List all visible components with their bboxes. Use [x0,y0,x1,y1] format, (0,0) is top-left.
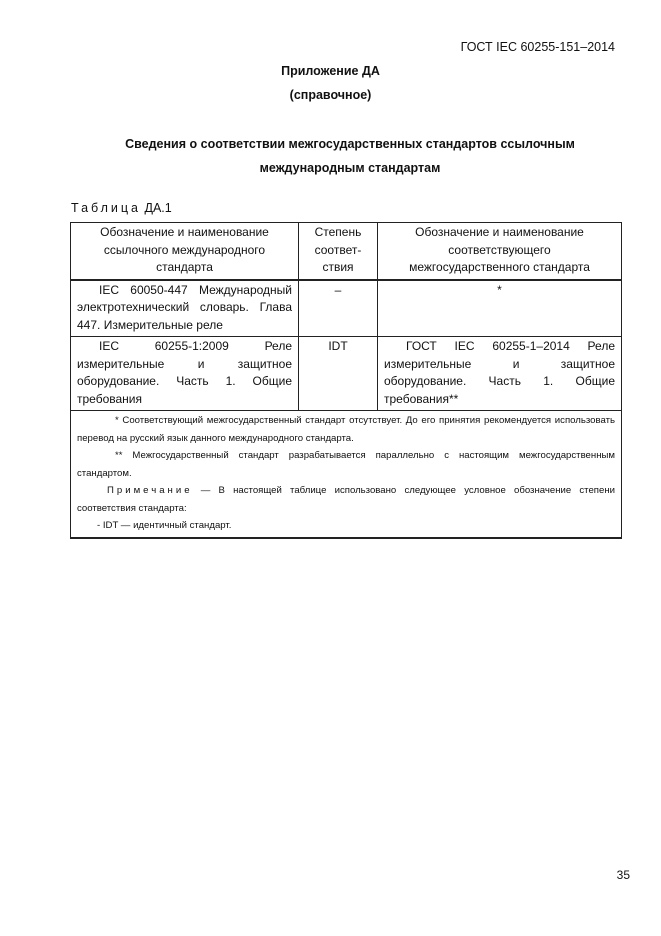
header-line: Обозначение и наименование [415,225,584,239]
annex-subtitle: (справочное) [289,88,372,102]
table-caption-number: ДА.1 [144,201,172,215]
note-word: Примечание [107,485,193,496]
header-line: соответ- [314,242,362,257]
note-item: - IDT — идентичный стандарт. [97,520,232,531]
cell-international: IEC 60255-1:2009 Реле измерительные и защитное оборудование. Часть 1. Общие требования [71,337,299,411]
section-heading-line2: международным стандартам [259,161,441,175]
header-line: межгосударственного стандарта [409,260,590,274]
table-row [71,337,622,411]
table-caption [71,201,172,215]
correspondence-table [70,222,622,539]
table-header-row [71,223,622,280]
header-line: стандарта [156,260,213,274]
footnote-1: * Соответствующий межгосударственный стандарт отсутствует. До его принятия рекомендуется использовать перевод на русский язык данного международного стандарта. [77,415,615,444]
table-notes-row [71,411,622,538]
footnote-2: ** Межгосударственный стандарт разрабатывается параллельно с настоящим межгосударственным стандартом. [77,450,615,479]
section-heading [90,132,610,180]
cell-interstate: * [378,280,622,337]
page-number: 35 [616,868,630,882]
header-degree [299,223,378,280]
document-code: ГОСТ IEC 60255-151–2014 [460,40,615,54]
header-line: Обозначение и наименование [100,225,269,239]
table-caption-word: Таблица [71,201,142,215]
cell-degree: – [299,280,378,337]
header-line: Степень [314,225,362,239]
header-international-standard [71,223,299,280]
annex-title: Приложение ДА [281,64,380,78]
table-note [77,482,615,517]
cell-degree: IDT [299,337,378,411]
cell-international: IEC 60050-447 Международный электротехнический словарь. Глава 447. Измерительные реле [71,280,299,337]
header-line: ствия [322,260,354,274]
header-line: ссылочного международного [103,242,266,257]
note-text: — В настоящей таблице использовано следующее условное обозначение степени соответствия стандарта: [77,485,615,514]
table-notes [71,411,622,538]
cell-interstate: ГОСТ IEC 60255-1–2014 Реле измерительные и защитное оборудование. Часть 1. Общие требования** [378,337,622,411]
table-row [71,280,622,337]
header-interstate-standard [378,223,622,280]
section-heading-line1: Сведения о соответствии межгосударственных стандартов ссылочным [125,137,575,151]
header-line: соответствующего [448,242,551,257]
